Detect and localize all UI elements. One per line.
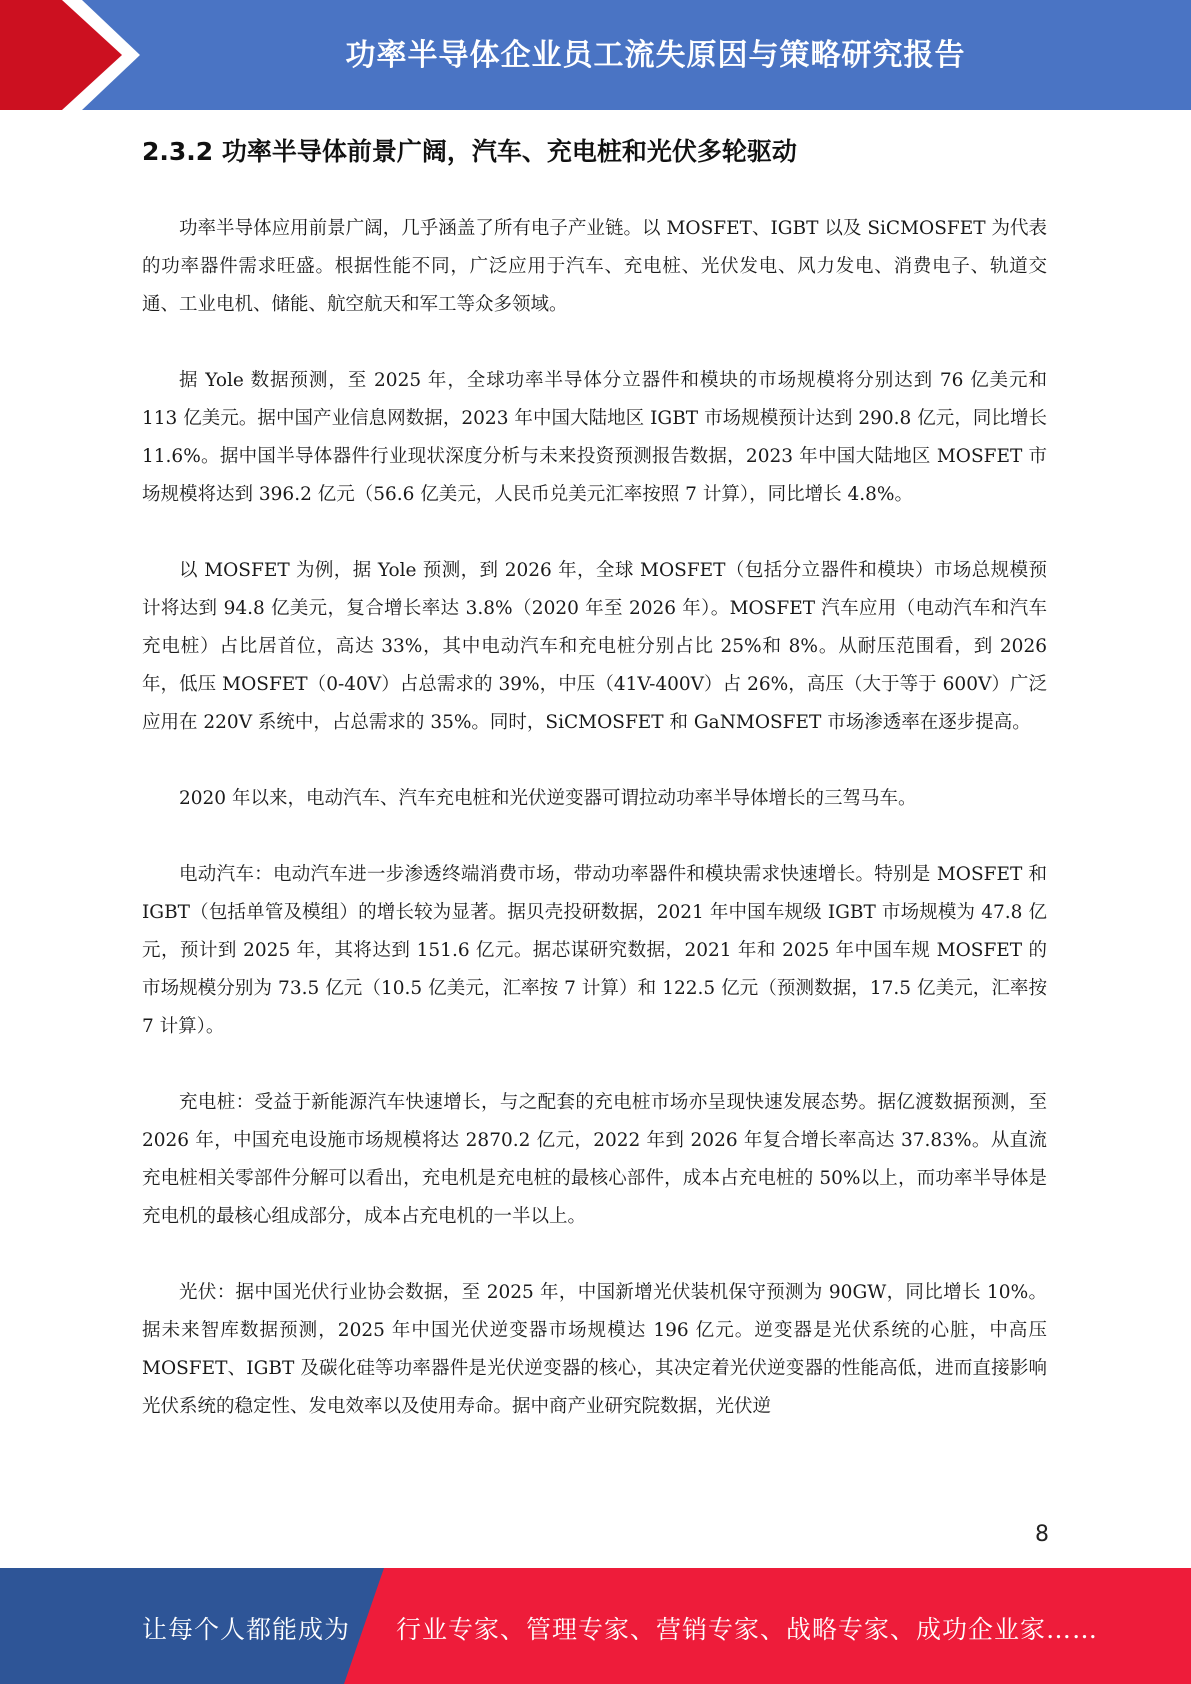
- paragraph: 光伏：据中国光伏行业协会数据，至 2025 年，中国新增光伏装机保守预测为 90GW，同比增长 10%。据未来智库数据预测，2025 年中国光伏逆变器市场规模达 196 亿元。逆变器是光伏系统的心脏，中高压 MOSFET、IGBT 及碳化硅等功率器件是光伏逆变器的核心，其决定着光伏逆变器的性能高低，进而直接影响光伏系统的稳定性、发电效率以及使用寿命。据中商产业研究院数据，光伏逆: [142, 1282, 1047, 1417]
- paragraph: 以 MOSFET 为例，据 Yole 预测，到 2026 年，全球 MOSFET（包括分立器件和模块）市场总规模预计将达到 94.8 亿美元，复合增长率达 3.8%（2020 年至 2026 年）。MOSFET 汽车应用（电动汽车和汽车充电桩）占比居首位，高达 33%，其中电动汽车和充电桩分别占比 25%和 8%。从耐压范围看，到 2026 年，低压 MOSFET（0-40V）占总需求的 39%，中压（41V-400V）占 26%，高压（大于等于 600V）广泛应用在 220V 系统中，占总需求的 35%。同时，SiCMOSFET 和 GaNMOSFET 市场渗透率在逐步提高。: [142, 560, 1047, 733]
- paragraph: 电动汽车：电动汽车进一步渗透终端消费市场，带动功率器件和模块需求快速增长。特别是 MOSFET 和 IGBT（包括单管及模组）的增长较为显著。据贝壳投研数据，2021 年中国车规级 IGBT 市场规模为 47.8 亿元，预计到 2025 年，其将达到 151.6 亿元。据芯谋研究数据，2021 年和 2025 年中国车规 MOSFET 的市场规模分别为 73.5 亿元（10.5 亿美元，汇率按 7 计算）和 122.5 亿元（预测数据，17.5 亿美元，汇率按 7 计算）。: [142, 864, 1047, 1037]
- paragraph: 功率半导体应用前景广阔，几乎涵盖了所有电子产业链。以 MOSFET、IGBT 以及 SiCMOSFET 为代表的功率器件需求旺盛。根据性能不同，广泛应用于汽车、充电桩、光伏发电、风力发电、消费电子、轨道交通、工业电机、储能、航空航天和军工等众多领域。: [142, 218, 1047, 315]
- paragraph: 2020 年以来，电动汽车、汽车充电桩和光伏逆变器可谓拉动功率半导体增长的三驾马车。: [179, 788, 917, 809]
- footer-slogan-left: 让每个人都能成为: [142, 1615, 351, 1644]
- paragraph: 据 Yole 数据预测，至 2025 年，全球功率半导体分立器件和模块的市场规模将分别达到 76 亿美元和 113 亿美元。据中国产业信息网数据，2023 年中国大陆地区 IGBT 市场规模预计达到 290.8 亿元，同比增长 11.6%。据中国半导体器件行业现状深度分析与未来投资预测报告数据，2023 年中国大陆地区 MOSFET 市场规模将达到 396.2 亿元（56.6 亿美元，人民币兑美元汇率按照 7 计算），同比增长 4.8%。: [142, 370, 1047, 505]
- report-title: 功率半导体企业员工流失原因与策略研究报告: [345, 38, 966, 73]
- header-arrow-icon: [0, 0, 200, 110]
- page-number: 8: [1035, 1522, 1049, 1547]
- body-content: [142, 210, 1047, 1426]
- paragraph: 充电桩：受益于新能源汽车快速增长，与之配套的充电桩市场亦呈现快速发展态势。据亿渡数据预测，至 2026 年，中国充电设施市场规模将达 2870.2 亿元，2022 年到 2026 年复合增长率高达 37.83%。从直流充电桩相关零部件分解可以看出，充电机是充电桩的最核心部件，成本占充电桩的 50%以上，而功率半导体是充电机的最核心组成部分，成本占充电机的一半以上。: [142, 1092, 1047, 1227]
- page-header: [0, 0, 1191, 110]
- section-heading: 2.3.2 功率半导体前景广阔，汽车、充电桩和光伏多轮驱动: [142, 137, 797, 166]
- footer-slogan-right: 行业专家、管理专家、营销专家、战略专家、成功企业家……: [396, 1615, 1099, 1644]
- page-footer: [0, 1568, 1191, 1684]
